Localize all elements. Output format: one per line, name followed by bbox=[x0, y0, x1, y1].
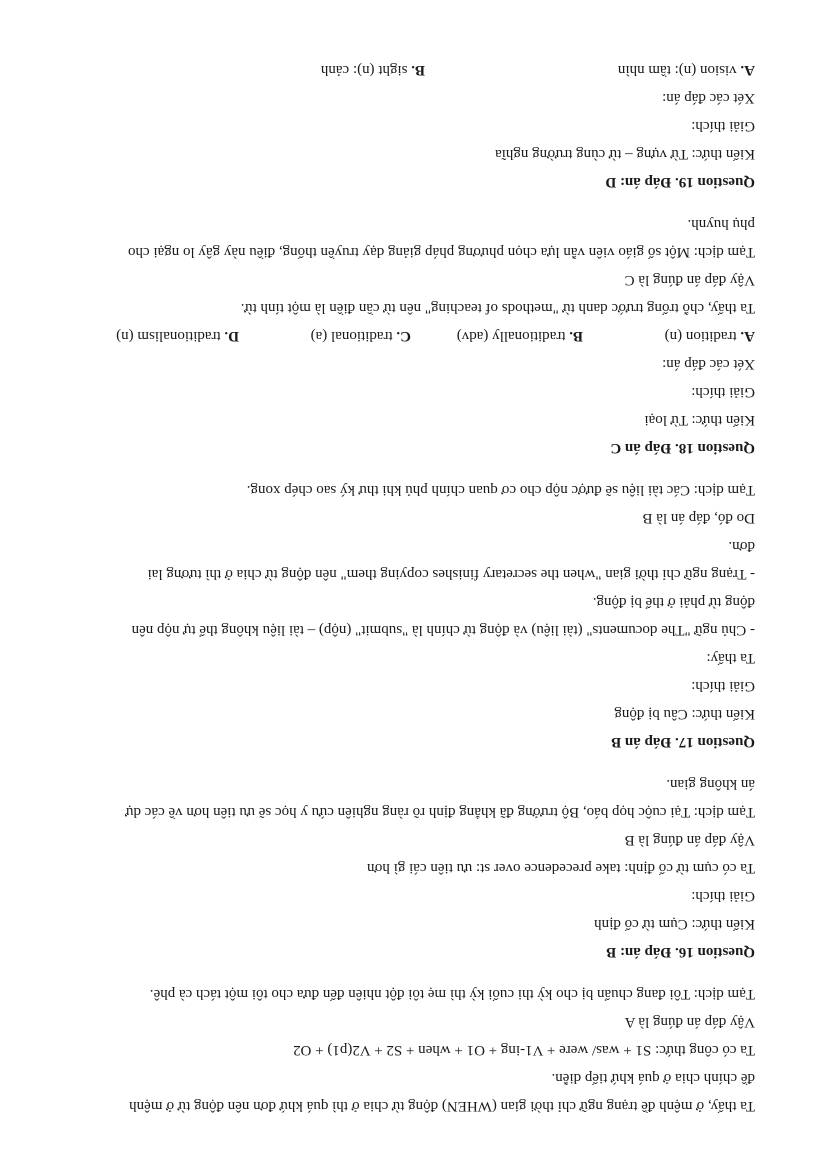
option-a bbox=[425, 60, 755, 80]
formula-line: Ta có công thức: S1 + was/ were + V1-ing + O1 + when + S2 + V2(p1) + O2 bbox=[293, 1042, 755, 1058]
translation-line: Tạm dịch: Tôi đang chuẩn bị cho kỳ thi cuối kỳ thì mẹ tôi đột nhiên đến đưa cho tôi một tách cà phê. bbox=[149, 986, 755, 1002]
question-number: Question 16. bbox=[674, 944, 755, 960]
question-18-section bbox=[65, 214, 755, 458]
explanation-line: Ta thấy, ở mệnh đề trạng ngữ chỉ thời gian (WHEN) động từ chia ở thì quá khứ đơn nên động từ ở mệnh bbox=[129, 1098, 755, 1114]
option-letter: B. bbox=[411, 62, 425, 78]
review-options-label: Xét các đáp án: bbox=[662, 90, 755, 106]
option-text: traditionally (adv) bbox=[456, 328, 566, 344]
question-number: Question 17. bbox=[674, 734, 755, 750]
question-heading bbox=[65, 172, 755, 192]
option-letter: B. bbox=[569, 328, 583, 344]
question-17-section bbox=[65, 480, 755, 752]
explanation-line: - Trạng ngữ chỉ thời gian "when the secretary finishes copying them" nên động từ chia ở thì tương lai bbox=[147, 566, 755, 582]
review-options-label: Xét các đáp án: bbox=[662, 356, 755, 372]
explain-label: Giải thích: bbox=[691, 384, 755, 400]
answer-options bbox=[65, 60, 755, 80]
explanation-line: Ta có cụm từ cố định: take precedence over st: ưu tiên cái gì hơn bbox=[366, 860, 755, 876]
answer-line: Do đó, đáp án là B bbox=[642, 510, 755, 526]
answer-line: Vậy đáp án đúng là B bbox=[624, 832, 755, 848]
option-text: traditionalism (n) bbox=[116, 328, 221, 344]
previous-answer-section bbox=[65, 984, 755, 1116]
translation-line: Tạm dịch: Một số giáo viên vẫn lựa chọn phương pháp giảng dạy truyền thống, điều này gây lo ngại cho bbox=[128, 244, 755, 260]
document-body bbox=[65, 52, 755, 1116]
option-letter: D. bbox=[224, 328, 239, 344]
explain-label: Giải thích: bbox=[691, 888, 755, 904]
translation-line: phụ huynh. bbox=[687, 216, 755, 232]
question-19-section bbox=[65, 60, 755, 192]
knowledge-line: Kiến thức: Cụm từ cố định bbox=[594, 916, 755, 932]
question-heading bbox=[65, 942, 755, 962]
option-text: sight (n): cảnh bbox=[320, 62, 408, 78]
explain-label: Giải thích: bbox=[691, 678, 755, 694]
option-b bbox=[95, 60, 425, 80]
question-heading bbox=[65, 732, 755, 752]
translation-line: án không gian. bbox=[666, 776, 755, 792]
explanation-line: Ta thấy: bbox=[706, 650, 755, 666]
option-c bbox=[239, 326, 411, 346]
explanation-line: - Chủ ngữ "The documents" (tài liệu) và động từ chính là "submit" (nộp) – tài liệu không thể tự nộp nên bbox=[131, 622, 755, 638]
option-text: tradition (n) bbox=[664, 328, 737, 344]
explanation-line: đề chính chia ở quá khứ tiếp diễn. bbox=[551, 1070, 755, 1086]
question-heading bbox=[65, 438, 755, 458]
option-a bbox=[583, 326, 755, 346]
option-text: traditional (a) bbox=[310, 328, 393, 344]
translation-line: Tạm dịch: Tại cuộc họp báo, Bộ trưởng đã khẳng định rõ ràng nghiên cứu y học sẽ ưu tiên hơn về các dự bbox=[125, 804, 755, 820]
question-16-section bbox=[65, 774, 755, 962]
answer-options bbox=[65, 326, 755, 346]
explain-label: Giải thích: bbox=[691, 118, 755, 134]
translation-line: Tạm dịch: Các tài liệu sẽ được nộp cho cơ quan chính phủ khi thư ký sao chép xong. bbox=[246, 482, 755, 498]
question-answer: Đáp án: D bbox=[605, 174, 672, 190]
option-b bbox=[411, 326, 583, 346]
explanation-line: động từ phải ở thể bị động. bbox=[592, 594, 755, 610]
answer-line: Vậy đáp án đúng là A bbox=[624, 1014, 755, 1030]
option-letter: A. bbox=[740, 328, 755, 344]
option-letter: A. bbox=[740, 62, 755, 78]
knowledge-line: Kiến thức: Từ vựng – từ cùng trường nghĩa bbox=[495, 146, 755, 162]
question-answer: Đáp án: B bbox=[606, 944, 672, 960]
question-answer: Đáp án B bbox=[611, 734, 672, 750]
explanation-line: Ta thấy, chỗ trống trước danh từ "methods of teaching" nên từ cần điền là một tính từ. bbox=[240, 300, 755, 316]
knowledge-line: Kiến thức: Câu bị động bbox=[614, 706, 755, 722]
knowledge-line: Kiến thức: Từ loại bbox=[644, 412, 755, 428]
question-number: Question 18. bbox=[674, 440, 755, 456]
question-number: Question 19. bbox=[674, 174, 755, 190]
option-d bbox=[67, 326, 239, 346]
answer-line: Vậy đáp án đúng là C bbox=[624, 272, 755, 288]
explanation-line: đơn. bbox=[728, 538, 755, 554]
option-text: vision (n): tầm nhìn bbox=[617, 62, 737, 78]
option-letter: C. bbox=[396, 328, 411, 344]
question-answer: Đáp án C bbox=[610, 440, 672, 456]
